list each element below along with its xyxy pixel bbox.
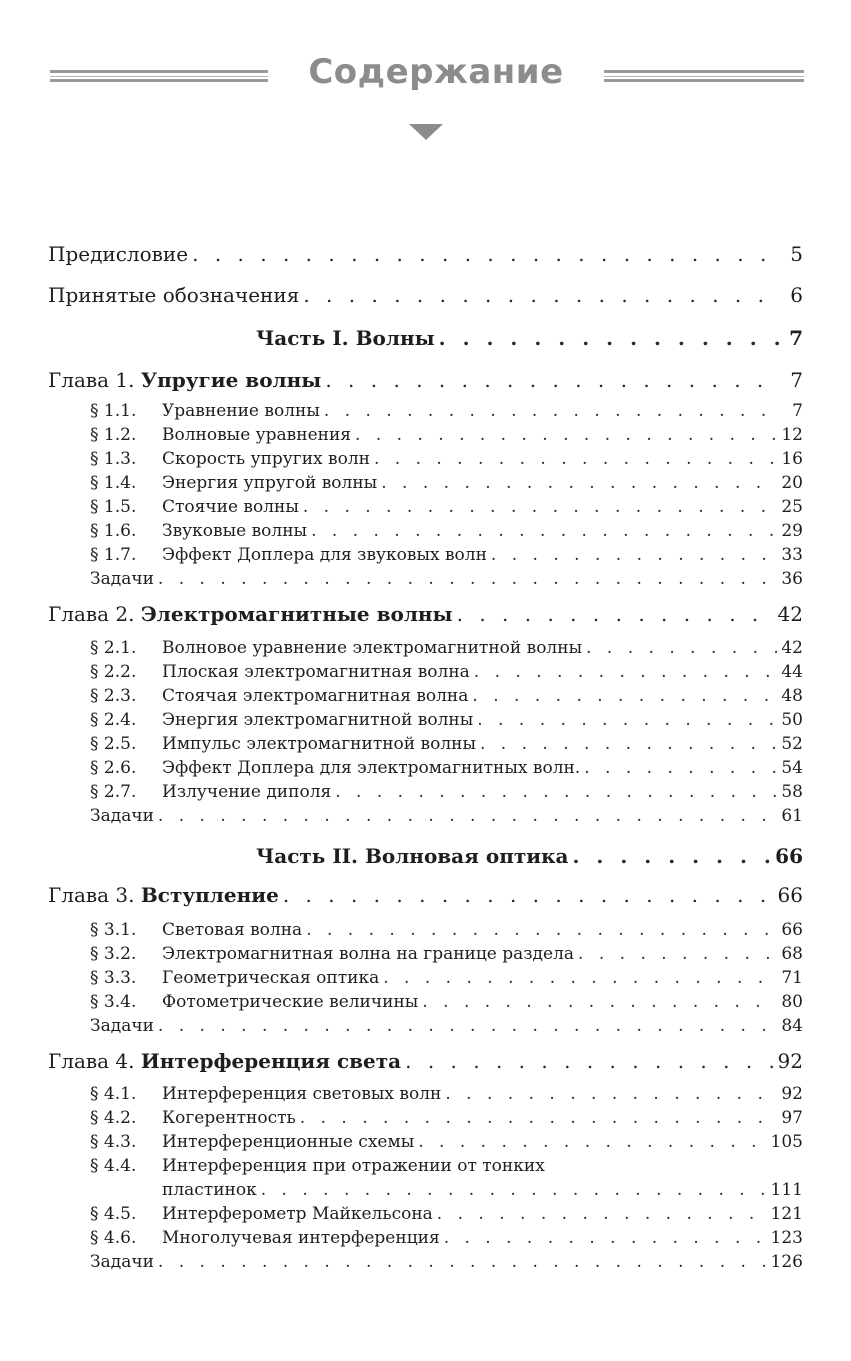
tasks-label: Задачи — [90, 1252, 154, 1272]
leader-dots — [303, 283, 779, 307]
section-label: Плоская электромагнитная волна — [162, 662, 470, 682]
chapter-title: Электромагнитные волны — [140, 602, 453, 626]
chapter-title: Интерференция света — [140, 1049, 402, 1073]
toc-page: 42 — [781, 638, 803, 658]
leader-dots — [192, 242, 779, 266]
toc-section-3-4[interactable] — [90, 988, 803, 1012]
toc-page: 42 — [777, 602, 803, 626]
leader-dots — [261, 1180, 767, 1200]
section-label: Энергия упругой волны — [162, 473, 378, 493]
leader-dots — [283, 883, 774, 907]
toc-section-3-1[interactable] — [90, 916, 803, 940]
leader-dots — [439, 326, 779, 350]
toc-page: 80 — [781, 992, 803, 1012]
toc-section-1-3[interactable] — [90, 445, 803, 469]
section-number: § 1.3. — [90, 449, 137, 469]
section-label: Скорость упругих волн — [162, 449, 370, 469]
leader-dots — [324, 401, 779, 421]
toc-section-2-6[interactable] — [90, 754, 803, 778]
leader-dots — [374, 449, 777, 469]
toc-entry-preface[interactable] — [48, 238, 803, 266]
toc-tasks-3[interactable] — [90, 1012, 803, 1036]
toc-section-4-3[interactable] — [90, 1128, 803, 1152]
down-triangle-icon — [409, 124, 443, 140]
leader-dots — [444, 1228, 767, 1248]
toc-page: 111 — [770, 1180, 803, 1200]
toc-page: 66 — [777, 883, 803, 907]
toc-section-3-2[interactable] — [90, 940, 803, 964]
toc-label: Принятые обозначения — [48, 283, 300, 307]
toc-entry-chapter-4[interactable] — [48, 1045, 803, 1073]
leader-dots — [158, 1252, 767, 1272]
toc-page: 71 — [781, 968, 803, 988]
section-number: § 3.3. — [90, 968, 137, 988]
toc-page: 6 — [790, 283, 803, 307]
leader-dots — [578, 944, 777, 964]
toc-section-2-2[interactable] — [90, 658, 803, 682]
toc-page: 25 — [781, 497, 803, 517]
toc-section-4-5[interactable] — [90, 1200, 803, 1224]
toc-label: Часть I. Волны — [256, 326, 435, 350]
toc-section-2-4[interactable] — [90, 706, 803, 730]
section-label: Фотометрические величины — [162, 992, 419, 1012]
page-title: Содержание — [308, 52, 564, 92]
toc-page: 123 — [770, 1228, 803, 1248]
toc-page: 66 — [781, 920, 803, 940]
section-label: Излучение диполя — [162, 782, 332, 802]
section-number: § 4.1. — [90, 1084, 137, 1104]
toc-page: 44 — [781, 662, 803, 682]
section-label: Интерферометр Майкельсона — [162, 1204, 433, 1224]
section-number: § 2.6. — [90, 758, 137, 778]
toc-page: 7 — [790, 368, 803, 392]
leader-dots — [405, 1049, 773, 1073]
toc-section-2-5[interactable] — [90, 730, 803, 754]
toc-page: 36 — [781, 569, 803, 589]
section-number: § 3.4. — [90, 992, 137, 1012]
toc-entry-chapter-3[interactable] — [48, 879, 803, 907]
chapter-title: Упругие волны — [140, 368, 322, 392]
leader-dots — [584, 758, 777, 778]
toc-entry-chapter-2[interactable] — [48, 598, 803, 626]
section-number: § 2.2. — [90, 662, 137, 682]
section-number: § 2.3. — [90, 686, 137, 706]
toc-section-1-1[interactable] — [90, 397, 803, 421]
leader-dots — [480, 734, 777, 754]
toc-page: 12 — [781, 425, 803, 445]
leader-dots — [437, 1204, 767, 1224]
leader-dots — [491, 545, 777, 565]
section-label: Стоячая электромагнитная волна — [162, 686, 469, 706]
section-number: § 1.7. — [90, 545, 137, 565]
header-rule-left — [50, 70, 268, 82]
toc-page: 97 — [781, 1108, 803, 1128]
toc-page: 52 — [781, 734, 803, 754]
leader-dots — [474, 662, 778, 682]
toc-page: 68 — [781, 944, 803, 964]
chapter-prefix: Глава 4. — [48, 1049, 135, 1073]
toc-section-3-3[interactable] — [90, 964, 803, 988]
leader-dots — [335, 782, 777, 802]
section-number: § 4.4. — [90, 1156, 137, 1176]
toc-label: Часть II. Волновая оптика — [256, 844, 569, 868]
tasks-label: Задачи — [90, 569, 154, 589]
toc-entry-chapter-1[interactable] — [48, 364, 803, 392]
toc-page: 66 — [775, 844, 803, 868]
section-number: § 1.4. — [90, 473, 137, 493]
toc-section-2-3[interactable] — [90, 682, 803, 706]
tasks-label: Задачи — [90, 806, 154, 826]
toc-entry-part-1[interactable] — [256, 322, 803, 350]
toc-page: 7 — [792, 401, 803, 421]
leader-dots — [381, 473, 777, 493]
leader-dots — [573, 844, 772, 868]
section-label: Геометрическая оптика — [162, 968, 380, 988]
toc-section-4-1[interactable] — [90, 1080, 803, 1104]
section-number: § 4.2. — [90, 1108, 137, 1128]
leader-dots — [422, 992, 777, 1012]
toc-section-4-6[interactable] — [90, 1224, 803, 1248]
toc-page: 105 — [770, 1132, 803, 1152]
leader-dots — [383, 968, 777, 988]
leader-dots — [311, 521, 777, 541]
toc-section-1-6[interactable] — [90, 517, 803, 541]
toc-tasks-4[interactable] — [90, 1248, 803, 1272]
section-label: Интерференция световых волн — [162, 1084, 442, 1104]
chapter-prefix: Глава 2. — [48, 602, 135, 626]
section-label: Уравнение волны — [162, 401, 320, 421]
toc-page: 33 — [781, 545, 803, 565]
section-number: § 3.1. — [90, 920, 137, 940]
toc-tasks-2[interactable] — [90, 802, 803, 826]
toc-section-2-1[interactable] — [90, 634, 803, 658]
leader-dots — [306, 920, 777, 940]
toc-page: 61 — [781, 806, 803, 826]
leader-dots — [472, 686, 777, 706]
toc-section-1-2[interactable] — [90, 421, 803, 445]
toc-entry-notation[interactable] — [48, 279, 803, 307]
section-label: Энергия электромагнитной волны — [162, 710, 474, 730]
toc-page: 92 — [781, 1084, 803, 1104]
leader-dots — [300, 1108, 778, 1128]
leader-dots — [418, 1132, 766, 1152]
section-label: Волновое уравнение электромагнитной волны — [162, 638, 583, 658]
toc-section-1-7[interactable] — [90, 541, 803, 565]
toc-section-4-4-line2[interactable] — [162, 1176, 803, 1200]
chapter-prefix: Глава 1. — [48, 368, 135, 392]
section-label: Эффект Доплера для звуковых волн — [162, 545, 487, 565]
section-number: § 2.4. — [90, 710, 137, 730]
leader-dots — [158, 806, 777, 826]
section-label: Звуковые волны — [162, 521, 308, 541]
section-label: Электромагнитная волна на границе раздела — [162, 944, 575, 964]
leader-dots — [586, 638, 777, 658]
toc-section-4-4-line1[interactable] — [90, 1152, 545, 1176]
toc-tasks-1[interactable] — [90, 565, 803, 589]
leader-dots — [355, 425, 777, 445]
section-number: § 4.5. — [90, 1204, 137, 1224]
section-number: § 1.6. — [90, 521, 137, 541]
leader-dots — [445, 1084, 777, 1104]
toc-page: 29 — [781, 521, 803, 541]
toc-page: 121 — [770, 1204, 803, 1224]
section-label: Интерференционные схемы — [162, 1132, 415, 1152]
toc-page: 92 — [777, 1049, 803, 1073]
leader-dots — [158, 1016, 777, 1036]
section-label: Световая волна — [162, 920, 303, 940]
section-number: § 1.1. — [90, 401, 137, 421]
section-label: Стоячие волны — [162, 497, 299, 517]
toc-page: 126 — [770, 1252, 803, 1272]
section-label: Когерентность — [162, 1108, 296, 1128]
section-label: Многолучевая интерференция — [162, 1228, 440, 1248]
toc-section-1-4[interactable] — [90, 469, 803, 493]
leader-dots — [158, 569, 777, 589]
toc-page: 84 — [781, 1016, 803, 1036]
section-label-continued: пластинок — [162, 1180, 257, 1200]
toc-page: 50 — [781, 710, 803, 730]
section-label: Интерференция при отражении от тонких — [162, 1156, 545, 1176]
section-number: § 3.2. — [90, 944, 137, 964]
toc-page: 20 — [781, 473, 803, 493]
section-number: § 4.6. — [90, 1228, 137, 1248]
toc-page: 16 — [781, 449, 803, 469]
section-number: § 2.1. — [90, 638, 137, 658]
chapter-prefix: Глава 3. — [48, 883, 135, 907]
section-number: § 4.3. — [90, 1132, 137, 1152]
header-rule-right — [604, 70, 804, 82]
toc-page: 54 — [781, 758, 803, 778]
section-number: § 1.2. — [90, 425, 137, 445]
section-number: § 1.5. — [90, 497, 137, 517]
leader-dots — [457, 602, 774, 626]
section-number: § 2.7. — [90, 782, 137, 802]
toc-entry-part-2[interactable] — [256, 840, 803, 868]
chapter-title: Вступление — [140, 883, 279, 907]
toc-section-1-5[interactable] — [90, 493, 803, 517]
section-label: Волновые уравнения — [162, 425, 352, 445]
toc-page: 5 — [790, 242, 803, 266]
leader-dots — [303, 497, 777, 517]
tasks-label: Задачи — [90, 1016, 154, 1036]
toc-page: 58 — [781, 782, 803, 802]
section-label: Импульс электромагнитной волны — [162, 734, 476, 754]
toc-section-4-2[interactable] — [90, 1104, 803, 1128]
toc-section-2-7[interactable] — [90, 778, 803, 802]
toc-page: 48 — [781, 686, 803, 706]
section-number: § 2.5. — [90, 734, 137, 754]
toc-page: 7 — [789, 326, 803, 350]
leader-dots — [325, 368, 779, 392]
section-label: Эффект Доплера для электромагнитных волн. — [162, 758, 581, 778]
leader-dots — [477, 710, 777, 730]
toc-label: Предисловие — [48, 242, 189, 266]
